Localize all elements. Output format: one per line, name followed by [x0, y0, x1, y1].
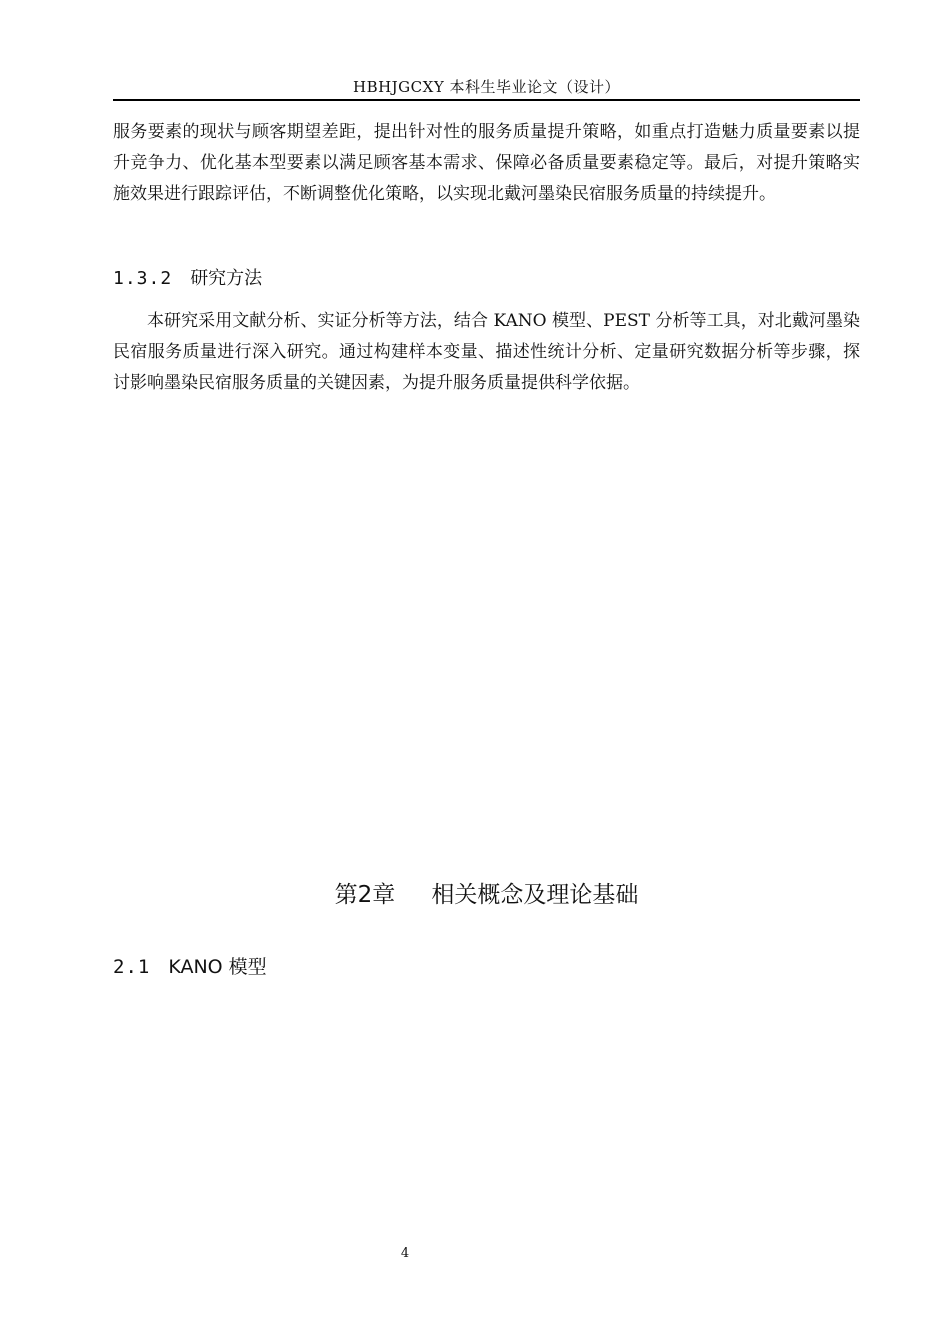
header-rule [113, 99, 860, 101]
section-number: 2.1 [113, 956, 151, 978]
section-title: 研究方法 [190, 268, 263, 289]
section-heading-2-1 [113, 952, 267, 979]
chapter-name: 相关概念及理论基础 [431, 882, 639, 908]
page-header: HBHJGCXY 本科生毕业论文（设计） [352, 78, 620, 96]
chapter-number: 第2章 [334, 882, 396, 908]
section-heading-1-3-2 [113, 264, 262, 290]
body-paragraph: 服务要素的现状与顾客期望差距，提出针对性的服务质量提升策略，如重点打造魅力质量要素以提升竞争力、优化基本型要素以满足顾客基本需求、保障必备质量要素稳定等。最后，对提升策略实施效果进行跟踪评估，不断调整优化策略，以实现北戴河墨染民宿服务质量的持续提升。 [113, 122, 860, 204]
page-number: 4 [400, 1246, 410, 1261]
chapter-title [113, 876, 860, 909]
section-title: KANO 模型 [168, 956, 267, 978]
body-paragraph: 本研究采用文献分析、实证分析等方法，结合 KANO 模型、PEST 分析等工具，对北戴河墨染民宿服务质量进行深入研究。通过构建样本变量、描述性统计分析、定量研究数据分析等步骤，探讨影响墨染民宿服务质量的关键因素，为提升服务质量提供科学依据。 [113, 311, 860, 393]
section-number: 1.3.2 [113, 268, 173, 289]
